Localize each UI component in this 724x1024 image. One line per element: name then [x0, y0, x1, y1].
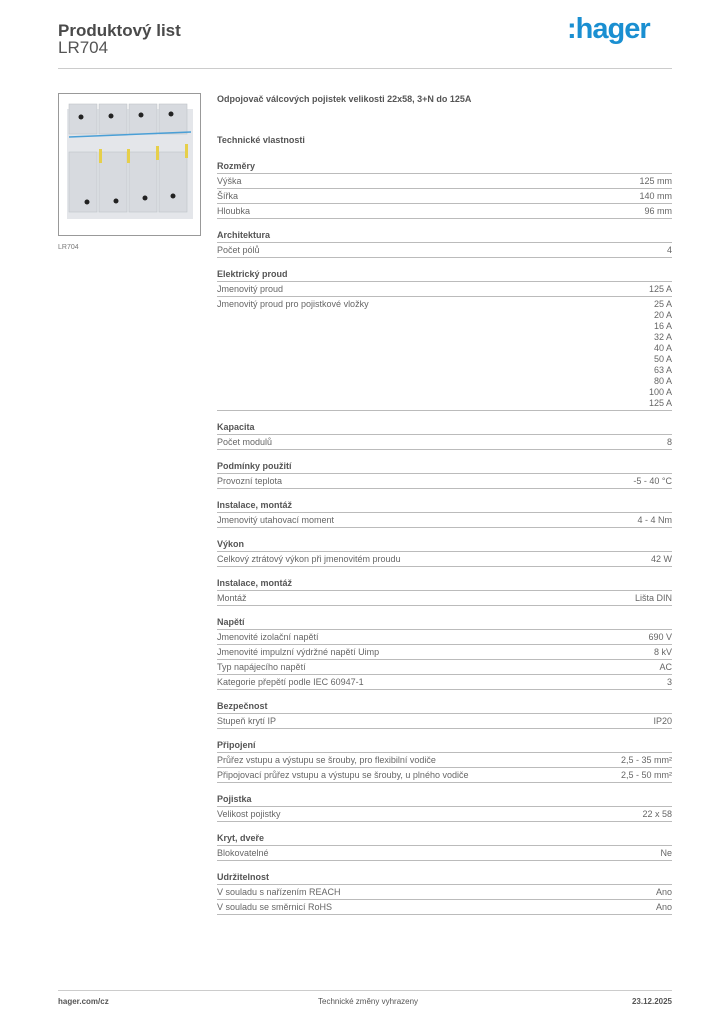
spec-value: 50 A — [653, 354, 672, 364]
product-image — [58, 93, 201, 236]
spec-values — [621, 753, 672, 767]
spec-label: Celkový ztrátový výkon při jmenovitém proudu — [217, 554, 401, 564]
spec-section — [217, 615, 672, 690]
spec-value: 3 — [666, 677, 672, 687]
spec-values — [642, 807, 672, 821]
spec-row — [217, 768, 672, 783]
spec-label: Jmenovitý proud pro pojistkové vložky — [217, 299, 369, 309]
spec-label: Jmenovité izolační napětí — [217, 632, 319, 642]
spec-row — [217, 807, 672, 822]
spec-row — [217, 660, 672, 675]
footer-divider — [58, 990, 672, 991]
spec-section — [217, 738, 672, 783]
section-heading: Kapacita — [217, 420, 672, 435]
spec-value: Ano — [655, 902, 672, 912]
product-code: LR704 — [58, 38, 109, 57]
spec-row — [217, 552, 672, 567]
spec-label: Velikost pojistky — [217, 809, 281, 819]
spec-section — [217, 159, 672, 219]
spec-value: 125 A — [648, 284, 672, 294]
spec-value: Lišta DIN — [634, 593, 672, 603]
spec-row — [217, 885, 672, 900]
spec-row — [217, 675, 672, 690]
spec-value: 4 - 4 Nm — [637, 515, 672, 525]
spec-value: 16 A — [653, 321, 672, 331]
spec-row — [217, 591, 672, 606]
section-heading: Elektrický proud — [217, 267, 672, 282]
footer-date: 23.12.2025 — [631, 997, 672, 1006]
spec-row — [217, 282, 672, 297]
section-heading: Pojistka — [217, 792, 672, 807]
spec-value: Ano — [655, 887, 672, 897]
spec-row — [217, 204, 672, 219]
image-caption: LR704 — [58, 244, 79, 251]
spec-values — [621, 768, 672, 782]
spec-label: Počet pólů — [217, 245, 260, 255]
spec-section — [217, 420, 672, 450]
tech-properties-title: Technické vlastnosti — [217, 135, 305, 145]
spec-label: Průřez vstupu a výstupu se šrouby, pro flexibilní vodiče — [217, 755, 436, 765]
spec-label: Montáž — [217, 593, 247, 603]
spec-values — [667, 243, 672, 257]
spec-values — [659, 660, 672, 674]
section-heading: Architektura — [217, 228, 672, 243]
spec-values — [656, 900, 672, 914]
spec-values — [660, 846, 672, 860]
spec-values — [667, 675, 672, 689]
spec-value: 100 A — [648, 387, 672, 397]
spec-row — [217, 174, 672, 189]
spec-section — [217, 792, 672, 822]
product-description: Odpojovač válcových pojistek velikosti 22x58, 3+N do 125A — [217, 94, 472, 104]
section-heading: Rozměry — [217, 159, 672, 174]
spec-value: 8 — [666, 437, 672, 447]
spec-section — [217, 498, 672, 528]
spec-value: 63 A — [653, 365, 672, 375]
hager-logo — [567, 13, 650, 46]
section-heading: Podmínky použití — [217, 459, 672, 474]
spec-value: 125 mm — [639, 176, 672, 186]
spec-value: 80 A — [653, 376, 672, 386]
spec-value: AC — [659, 662, 672, 672]
spec-label: Provozní teplota — [217, 476, 283, 486]
footer-note: Technické změny vyhrazeny — [318, 997, 419, 1006]
spec-value: 32 A — [653, 332, 672, 342]
spec-label: Hloubka — [217, 206, 251, 216]
spec-row — [217, 846, 672, 861]
spec-label: Jmenovité impulzní výdržné napětí Uimp — [217, 647, 380, 657]
spec-values — [648, 630, 672, 644]
spec-value: 20 A — [653, 310, 672, 320]
spec-row — [217, 297, 672, 411]
spec-label: Blokovatelné — [217, 848, 269, 858]
spec-values — [656, 885, 672, 899]
spec-label: Počet modulů — [217, 437, 273, 447]
spec-row — [217, 645, 672, 660]
spec-value: 690 V — [648, 632, 672, 642]
spec-value: 2,5 - 35 mm² — [620, 755, 672, 765]
spec-value: 140 mm — [639, 191, 672, 201]
spec-values — [639, 189, 672, 203]
spec-value: 22 x 58 — [642, 809, 672, 819]
section-heading: Výkon — [217, 537, 672, 552]
spec-row — [217, 630, 672, 645]
spec-row — [217, 753, 672, 768]
spec-section — [217, 267, 672, 411]
spec-value: 4 — [666, 245, 672, 255]
spec-value: IP20 — [653, 716, 672, 726]
spec-row — [217, 513, 672, 528]
spec-value: -5 - 40 °C — [633, 476, 672, 486]
spec-label: Šířka — [217, 191, 239, 201]
spec-values — [654, 645, 672, 659]
spec-value: 96 mm — [644, 206, 672, 216]
spec-section — [217, 576, 672, 606]
spec-value: 125 A — [648, 398, 672, 408]
spec-section — [217, 537, 672, 567]
spec-label: Výška — [217, 176, 242, 186]
spec-value: Ne — [660, 848, 672, 858]
footer-website[interactable]: hager.com/cz — [58, 997, 109, 1006]
spec-values — [667, 435, 672, 449]
spec-row — [217, 243, 672, 258]
spec-label: Stupeň krytí IP — [217, 716, 277, 726]
spec-value: 25 A — [653, 299, 672, 309]
section-heading: Instalace, montáž — [217, 498, 672, 513]
spec-values — [649, 297, 672, 410]
spec-section — [217, 699, 672, 729]
logo-text: :hager — [567, 13, 650, 45]
section-heading: Bezpečnost — [217, 699, 672, 714]
section-heading: Udržitelnost — [217, 870, 672, 885]
spec-section — [217, 831, 672, 861]
spec-label: V souladu se směrnicí RoHS — [217, 902, 333, 912]
spec-values — [635, 591, 672, 605]
spec-values — [639, 174, 672, 188]
spec-value: 2,5 - 50 mm² — [620, 770, 672, 780]
spec-row — [217, 189, 672, 204]
spec-sections — [217, 159, 672, 915]
spec-value: 40 A — [653, 343, 672, 353]
section-heading: Instalace, montáž — [217, 576, 672, 591]
spec-values — [633, 474, 672, 488]
spec-row — [217, 900, 672, 915]
spec-label: Jmenovitý utahovací moment — [217, 515, 335, 525]
spec-label: Typ napájecího napětí — [217, 662, 306, 672]
section-heading: Napětí — [217, 615, 672, 630]
spec-values — [651, 552, 672, 566]
spec-label: Jmenovitý proud — [217, 284, 284, 294]
spec-row — [217, 474, 672, 489]
spec-section — [217, 228, 672, 258]
spec-content — [217, 94, 672, 915]
section-heading: Kryt, dveře — [217, 831, 672, 846]
page-title: Produktový list — [58, 21, 181, 40]
section-heading: Připojení — [217, 738, 672, 753]
spec-values — [649, 282, 672, 296]
spec-label: Připojovací průřez vstupu a výstupu se šrouby, u plného vodiče — [217, 770, 469, 780]
spec-values — [637, 513, 672, 527]
spec-section — [217, 870, 672, 915]
spec-row — [217, 435, 672, 450]
spec-values — [653, 714, 672, 728]
spec-value: 42 W — [650, 554, 672, 564]
spec-label: V souladu s nařízením REACH — [217, 887, 341, 897]
spec-value: 8 kV — [653, 647, 672, 657]
spec-row — [217, 714, 672, 729]
header-divider — [58, 68, 672, 69]
spec-values — [644, 204, 672, 218]
spec-section — [217, 459, 672, 489]
spec-label: Kategorie přepětí podle IEC 60947-1 — [217, 677, 364, 687]
